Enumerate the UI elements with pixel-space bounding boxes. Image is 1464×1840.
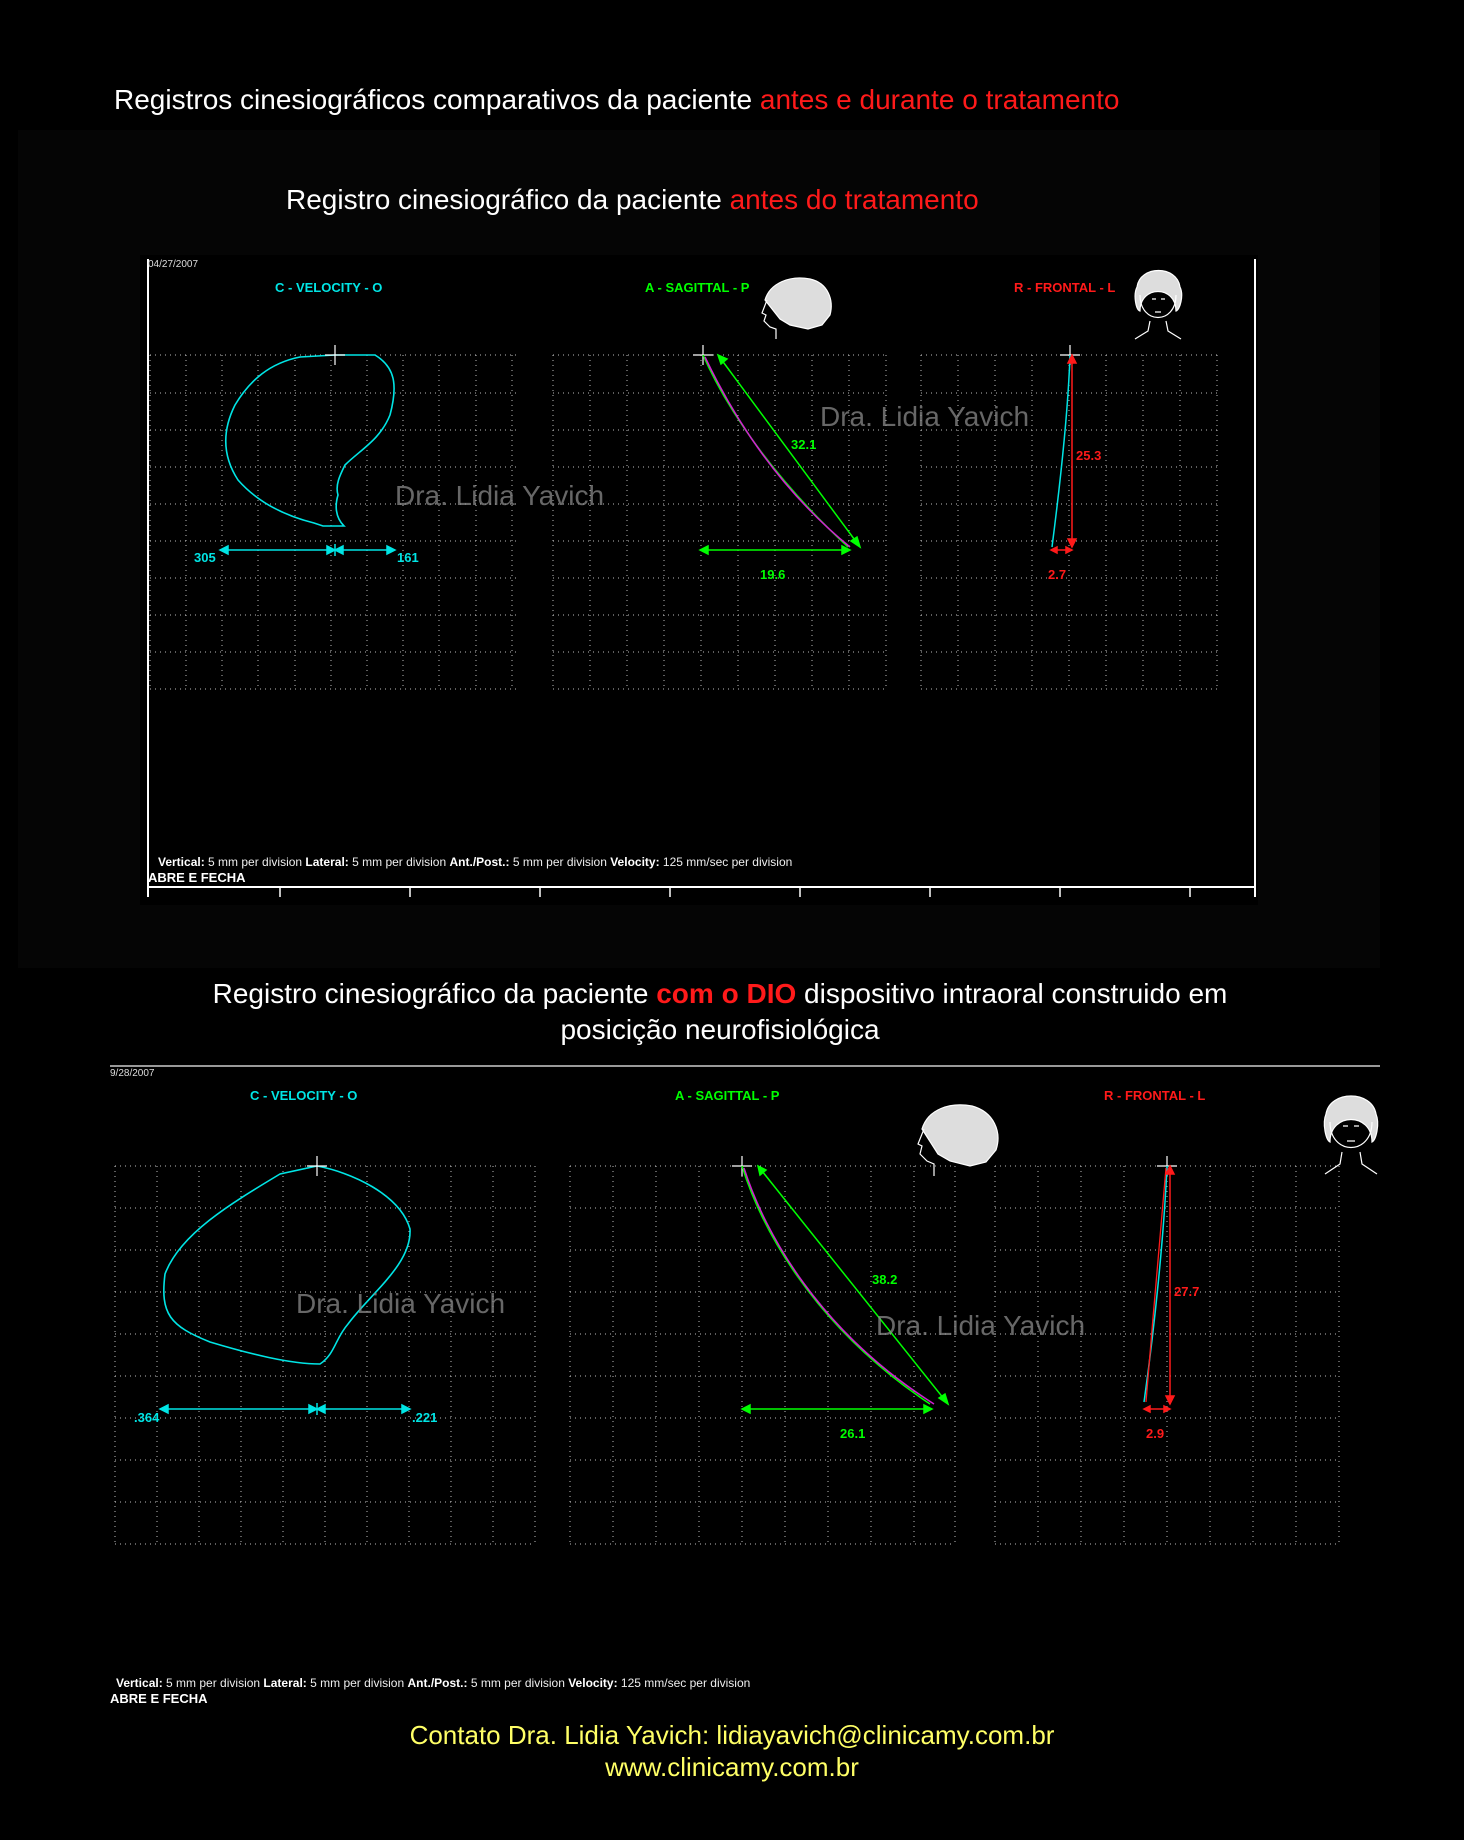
before-heading-text: Registro cinesiográfico da paciente <box>286 184 722 215</box>
before-recording-panel <box>140 255 1258 905</box>
during-heading-text-2: dispositivo intraoral construido em <box>804 978 1228 1009</box>
sagittal-horizontal-value: 26.1 <box>840 1426 866 1441</box>
frontal-head-icon <box>1324 1096 1377 1174</box>
velocity-left-value: 305 <box>194 550 216 565</box>
frontal-horizontal-value: 2.7 <box>1048 567 1067 582</box>
velocity-scale-value: 125 mm/sec per division <box>662 855 793 869</box>
velocity-arrows <box>160 1403 410 1415</box>
vertical-scale-value: 5 mm per division <box>166 1676 261 1690</box>
velocity-chart-label: C - VELOCITY - O <box>275 280 383 295</box>
website-link[interactable]: www.clinicamy.com.br <box>605 1752 859 1782</box>
sagittal-diagonal-value: 32.1 <box>791 437 817 452</box>
velocity-scale-value: 125 mm/sec per division <box>620 1676 751 1690</box>
velocity-scale-label: Velocity: <box>568 1676 618 1690</box>
sagittal-trace-green <box>742 1166 930 1404</box>
sagittal-chart-label: A - SAGITTAL - P <box>675 1088 780 1103</box>
before-heading <box>286 184 979 216</box>
scale-legend <box>116 1676 750 1690</box>
frontal-grid <box>995 1166 1340 1544</box>
during-heading-text: Registro cinesiográfico da paciente <box>212 978 649 1009</box>
lateral-scale-label: Lateral: <box>305 855 349 869</box>
velocity-trace <box>226 355 394 526</box>
velocity-right-value: 161 <box>397 550 419 565</box>
recording-date: 04/27/2007 <box>148 259 199 270</box>
velocity-grid <box>150 355 520 689</box>
sagittal-trace-magenta <box>744 1168 934 1404</box>
velocity-chart-label: C - VELOCITY - O <box>250 1088 358 1103</box>
vertical-scale-value: 5 mm per division <box>208 855 303 869</box>
during-recording-panel <box>110 1064 1380 1714</box>
velocity-right-value: .221 <box>412 1410 438 1425</box>
velocity-left-value: .364 <box>134 1410 160 1425</box>
antpost-scale-label: Ant./Post.: <box>449 855 510 869</box>
velocity-origin-cross <box>307 1156 327 1176</box>
during-heading-highlight: com o DIO <box>656 978 797 1009</box>
sagittal-arrows <box>700 355 860 554</box>
sagittal-head-icon <box>918 1105 998 1176</box>
frontal-trace-red <box>1146 1168 1166 1402</box>
lateral-scale-value: 5 mm per division <box>352 855 447 869</box>
movement-mode-label: ABRE E FECHA <box>148 870 246 885</box>
scale-legend <box>158 855 792 869</box>
sagittal-horizontal-value: 19.6 <box>760 567 786 582</box>
vertical-scale-label: Vertical: <box>158 855 205 869</box>
watermark: Dra. Lidia Yavich <box>296 1288 506 1319</box>
during-recording-graphics <box>110 1064 1380 1714</box>
frontal-vertical-value: 25.3 <box>1076 448 1102 463</box>
frontal-vertical-value: 27.7 <box>1174 1284 1200 1299</box>
sagittal-trace-magenta <box>705 357 850 547</box>
sagittal-diagonal-value: 38.2 <box>872 1272 898 1287</box>
watermark: Dra. Lidia Yavich <box>820 401 1030 432</box>
sagittal-chart-label: A - SAGITTAL - P <box>645 280 750 295</box>
sagittal-head-icon <box>762 278 831 339</box>
movement-mode-label: ABRE E FECHA <box>110 1691 208 1706</box>
vertical-scale-label: Vertical: <box>116 1676 163 1690</box>
sagittal-grid <box>570 1166 955 1544</box>
velocity-origin-cross <box>325 345 345 365</box>
velocity-arrows <box>220 544 395 556</box>
velocity-grid <box>115 1166 535 1544</box>
antpost-scale-value: 5 mm per division <box>470 1676 565 1690</box>
frontal-chart-label: R - FRONTAL - L <box>1014 280 1116 295</box>
frontal-trace-cyan <box>1052 355 1070 547</box>
main-title-text: Registros cinesiográficos comparativos da paciente <box>114 84 753 115</box>
frontal-horizontal-value: 2.9 <box>1146 1426 1165 1441</box>
frame-ticks <box>280 887 1190 897</box>
before-heading-highlight: antes do tratamento <box>729 184 979 215</box>
lateral-scale-label: Lateral: <box>263 1676 307 1690</box>
frontal-head-icon <box>1135 271 1182 340</box>
during-heading <box>0 976 1440 1048</box>
lateral-scale-value: 5 mm per division <box>310 1676 405 1690</box>
antpost-scale-value: 5 mm per division <box>512 855 607 869</box>
velocity-scale-label: Velocity: <box>610 855 660 869</box>
watermark: Dra. Lidia Yavich <box>395 480 605 511</box>
contact-line: Contato Dra. Lidia Yavich: lidiayavich@clinicamy.com.br <box>409 1720 1055 1750</box>
during-heading-line2: posicição neurofisiológica <box>560 1014 880 1045</box>
watermark: Dra. Lidia Yavich <box>876 1310 1086 1341</box>
frontal-chart-label: R - FRONTAL - L <box>1104 1088 1206 1103</box>
main-title-highlight: antes e durante o tratamento <box>759 84 1120 115</box>
main-title <box>114 84 1119 116</box>
before-recording-graphics <box>140 255 1258 905</box>
antpost-scale-label: Ant./Post.: <box>407 1676 468 1690</box>
recording-date: 9/28/2007 <box>110 1068 155 1079</box>
